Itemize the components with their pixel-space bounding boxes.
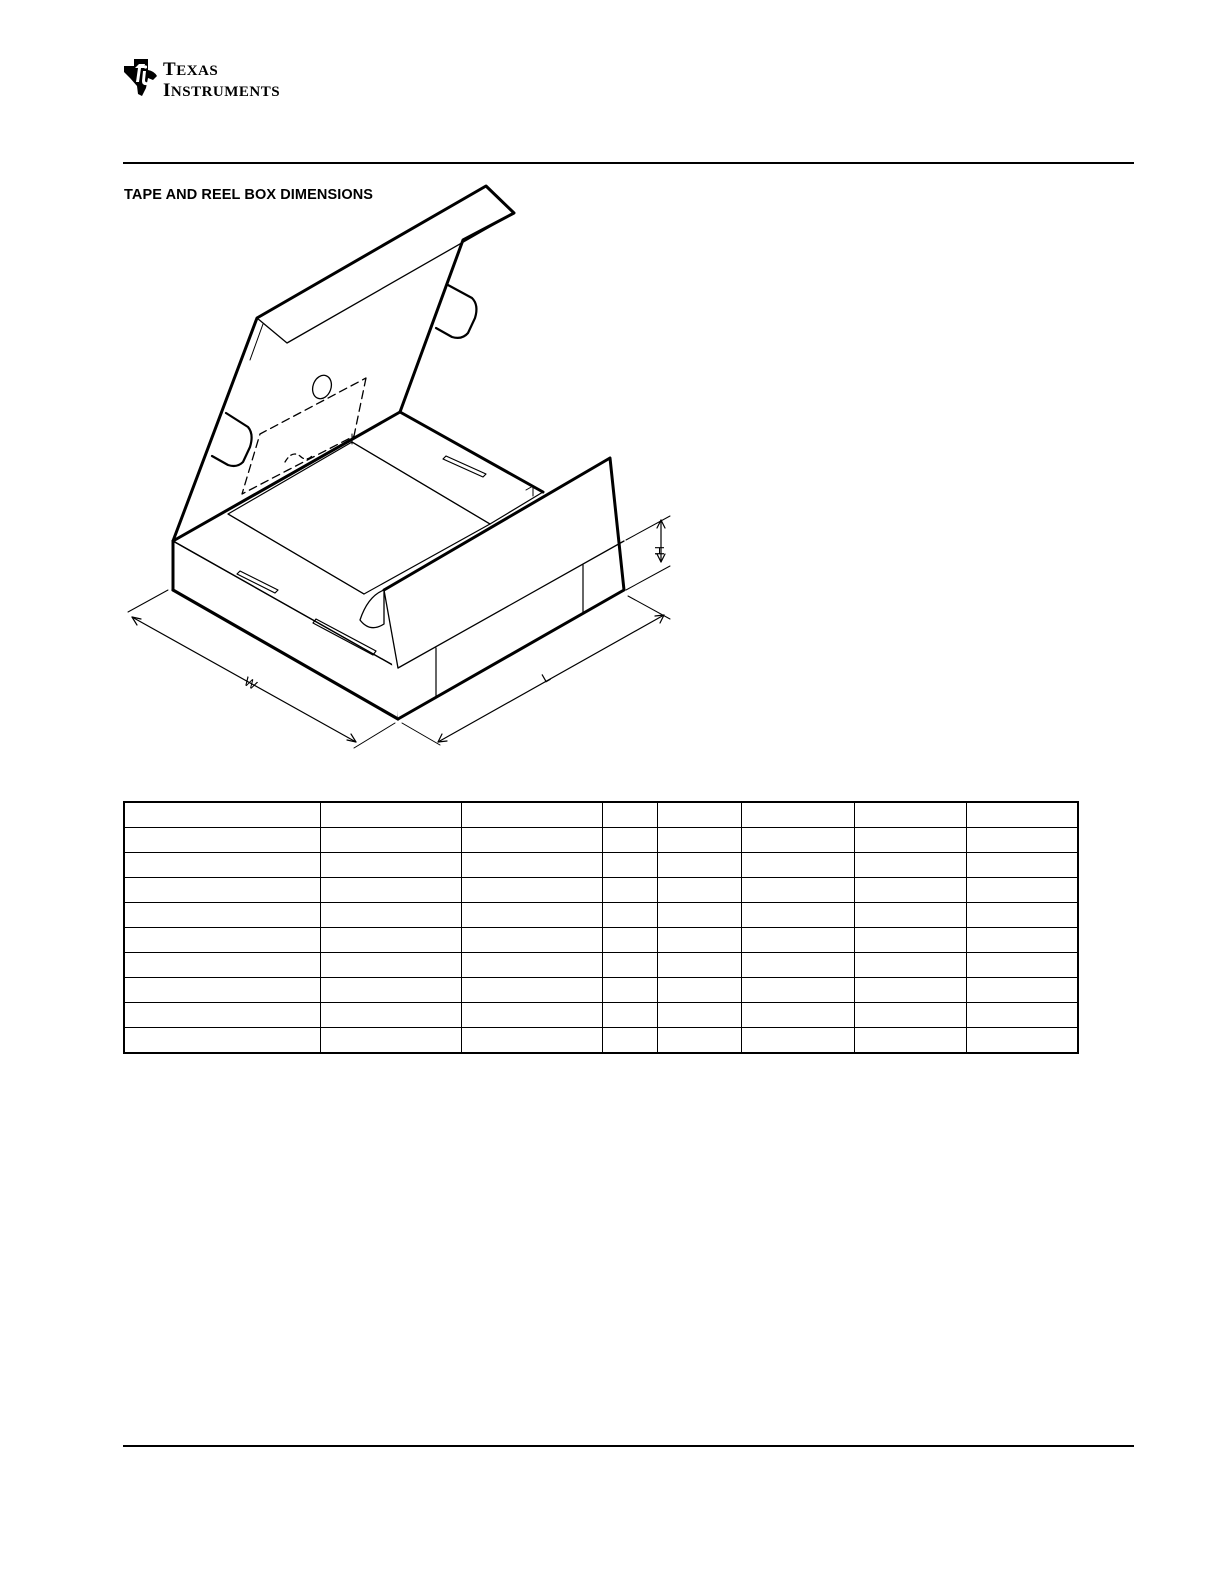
table-row — [124, 903, 1078, 928]
dimension-line-l — [402, 723, 440, 745]
table-cell — [602, 1003, 657, 1028]
table-row — [124, 1003, 1078, 1028]
table-cell — [124, 802, 320, 828]
table-cell — [124, 828, 320, 853]
table-cell — [320, 853, 461, 878]
table-cell — [124, 903, 320, 928]
table-cell — [602, 928, 657, 953]
header-rule — [123, 162, 1134, 164]
table-row — [124, 1028, 1078, 1054]
table-cell — [602, 903, 657, 928]
table-body — [124, 802, 1078, 1053]
table-cell — [657, 1003, 741, 1028]
table-cell — [320, 953, 461, 978]
table-cell — [461, 828, 602, 853]
table-cell — [602, 853, 657, 878]
label-w: W — [241, 673, 260, 693]
table-cell — [854, 1028, 966, 1054]
table-cell — [320, 802, 461, 828]
table-cell — [602, 953, 657, 978]
table-cell — [741, 1028, 854, 1054]
box-lid — [173, 186, 514, 541]
table-cell — [461, 953, 602, 978]
box-right-flap — [384, 458, 624, 719]
table-cell — [741, 1003, 854, 1028]
table-cell — [657, 903, 741, 928]
table-row — [124, 928, 1078, 953]
table-row — [124, 828, 1078, 853]
table-cell — [966, 853, 1078, 878]
table-row — [124, 953, 1078, 978]
table-cell — [966, 802, 1078, 828]
ti-wordmark-line-1: TEXAS — [163, 59, 219, 80]
table-cell — [657, 878, 741, 903]
table-cell — [602, 878, 657, 903]
table-cell — [657, 853, 741, 878]
table-cell — [657, 828, 741, 853]
table-cell — [461, 802, 602, 828]
box-dimensions-table — [123, 801, 1079, 1054]
table-cell — [741, 878, 854, 903]
table-cell — [320, 828, 461, 853]
box-back-edge — [400, 412, 543, 492]
table-cell — [966, 828, 1078, 853]
table-row — [124, 878, 1078, 903]
table-cell — [966, 878, 1078, 903]
table-cell — [966, 1028, 1078, 1054]
table-cell — [657, 928, 741, 953]
table-cell — [966, 928, 1078, 953]
ti-bug-logo-icon — [122, 56, 162, 100]
table-cell — [320, 978, 461, 1003]
table-cell — [320, 903, 461, 928]
ti-logo — [122, 56, 302, 100]
table-cell — [461, 928, 602, 953]
table-cell — [854, 953, 966, 978]
table-cell — [741, 978, 854, 1003]
table-cell — [602, 1028, 657, 1054]
table-cell — [124, 928, 320, 953]
table-cell — [124, 878, 320, 903]
table-cell — [854, 1003, 966, 1028]
table-cell — [854, 903, 966, 928]
table-cell — [657, 953, 741, 978]
table-cell — [854, 928, 966, 953]
table-row — [124, 802, 1078, 828]
table-cell — [741, 903, 854, 928]
table-cell — [657, 1028, 741, 1054]
table-cell — [854, 978, 966, 1003]
table-cell — [854, 853, 966, 878]
table-cell — [124, 853, 320, 878]
box-left-face — [173, 541, 398, 719]
back-slot — [443, 456, 486, 477]
table-cell — [461, 903, 602, 928]
ti-wordmark — [163, 60, 280, 100]
table-cell — [657, 978, 741, 1003]
table-cell — [966, 978, 1078, 1003]
table-cell — [854, 878, 966, 903]
table-cell — [461, 878, 602, 903]
section-title: TAPE AND REEL BOX DIMENSIONS — [124, 187, 374, 203]
footer-rule — [123, 1445, 1134, 1447]
table-row — [124, 978, 1078, 1003]
table-cell — [657, 802, 741, 828]
table-cell — [320, 878, 461, 903]
tape-and-reel-box-illustration — [118, 180, 690, 755]
table-cell — [320, 928, 461, 953]
table-cell — [854, 828, 966, 853]
table-cell — [320, 1028, 461, 1054]
table-cell — [741, 928, 854, 953]
table-cell — [602, 828, 657, 853]
table-cell — [966, 903, 1078, 928]
table-cell — [461, 1003, 602, 1028]
table-cell — [602, 978, 657, 1003]
dimension-line-w — [128, 590, 168, 612]
table-cell — [741, 953, 854, 978]
table-cell — [124, 978, 320, 1003]
table-cell — [966, 1003, 1078, 1028]
dimension-line-h — [626, 516, 670, 540]
ti-wordmark-line-2: INSTRUMENTS — [163, 80, 281, 101]
table-cell — [124, 1003, 320, 1028]
table-cell — [461, 978, 602, 1003]
table-cell — [741, 802, 854, 828]
table-cell — [124, 1028, 320, 1054]
table-cell — [124, 953, 320, 978]
table-cell — [854, 802, 966, 828]
table-cell — [966, 953, 1078, 978]
label-h: H — [652, 546, 667, 556]
label-l: L — [539, 668, 553, 686]
table-row — [124, 853, 1078, 878]
table-cell — [741, 853, 854, 878]
table-cell — [461, 853, 602, 878]
table-cell — [461, 1028, 602, 1054]
table-cell — [320, 1003, 461, 1028]
table-cell — [741, 828, 854, 853]
table-cell — [602, 802, 657, 828]
